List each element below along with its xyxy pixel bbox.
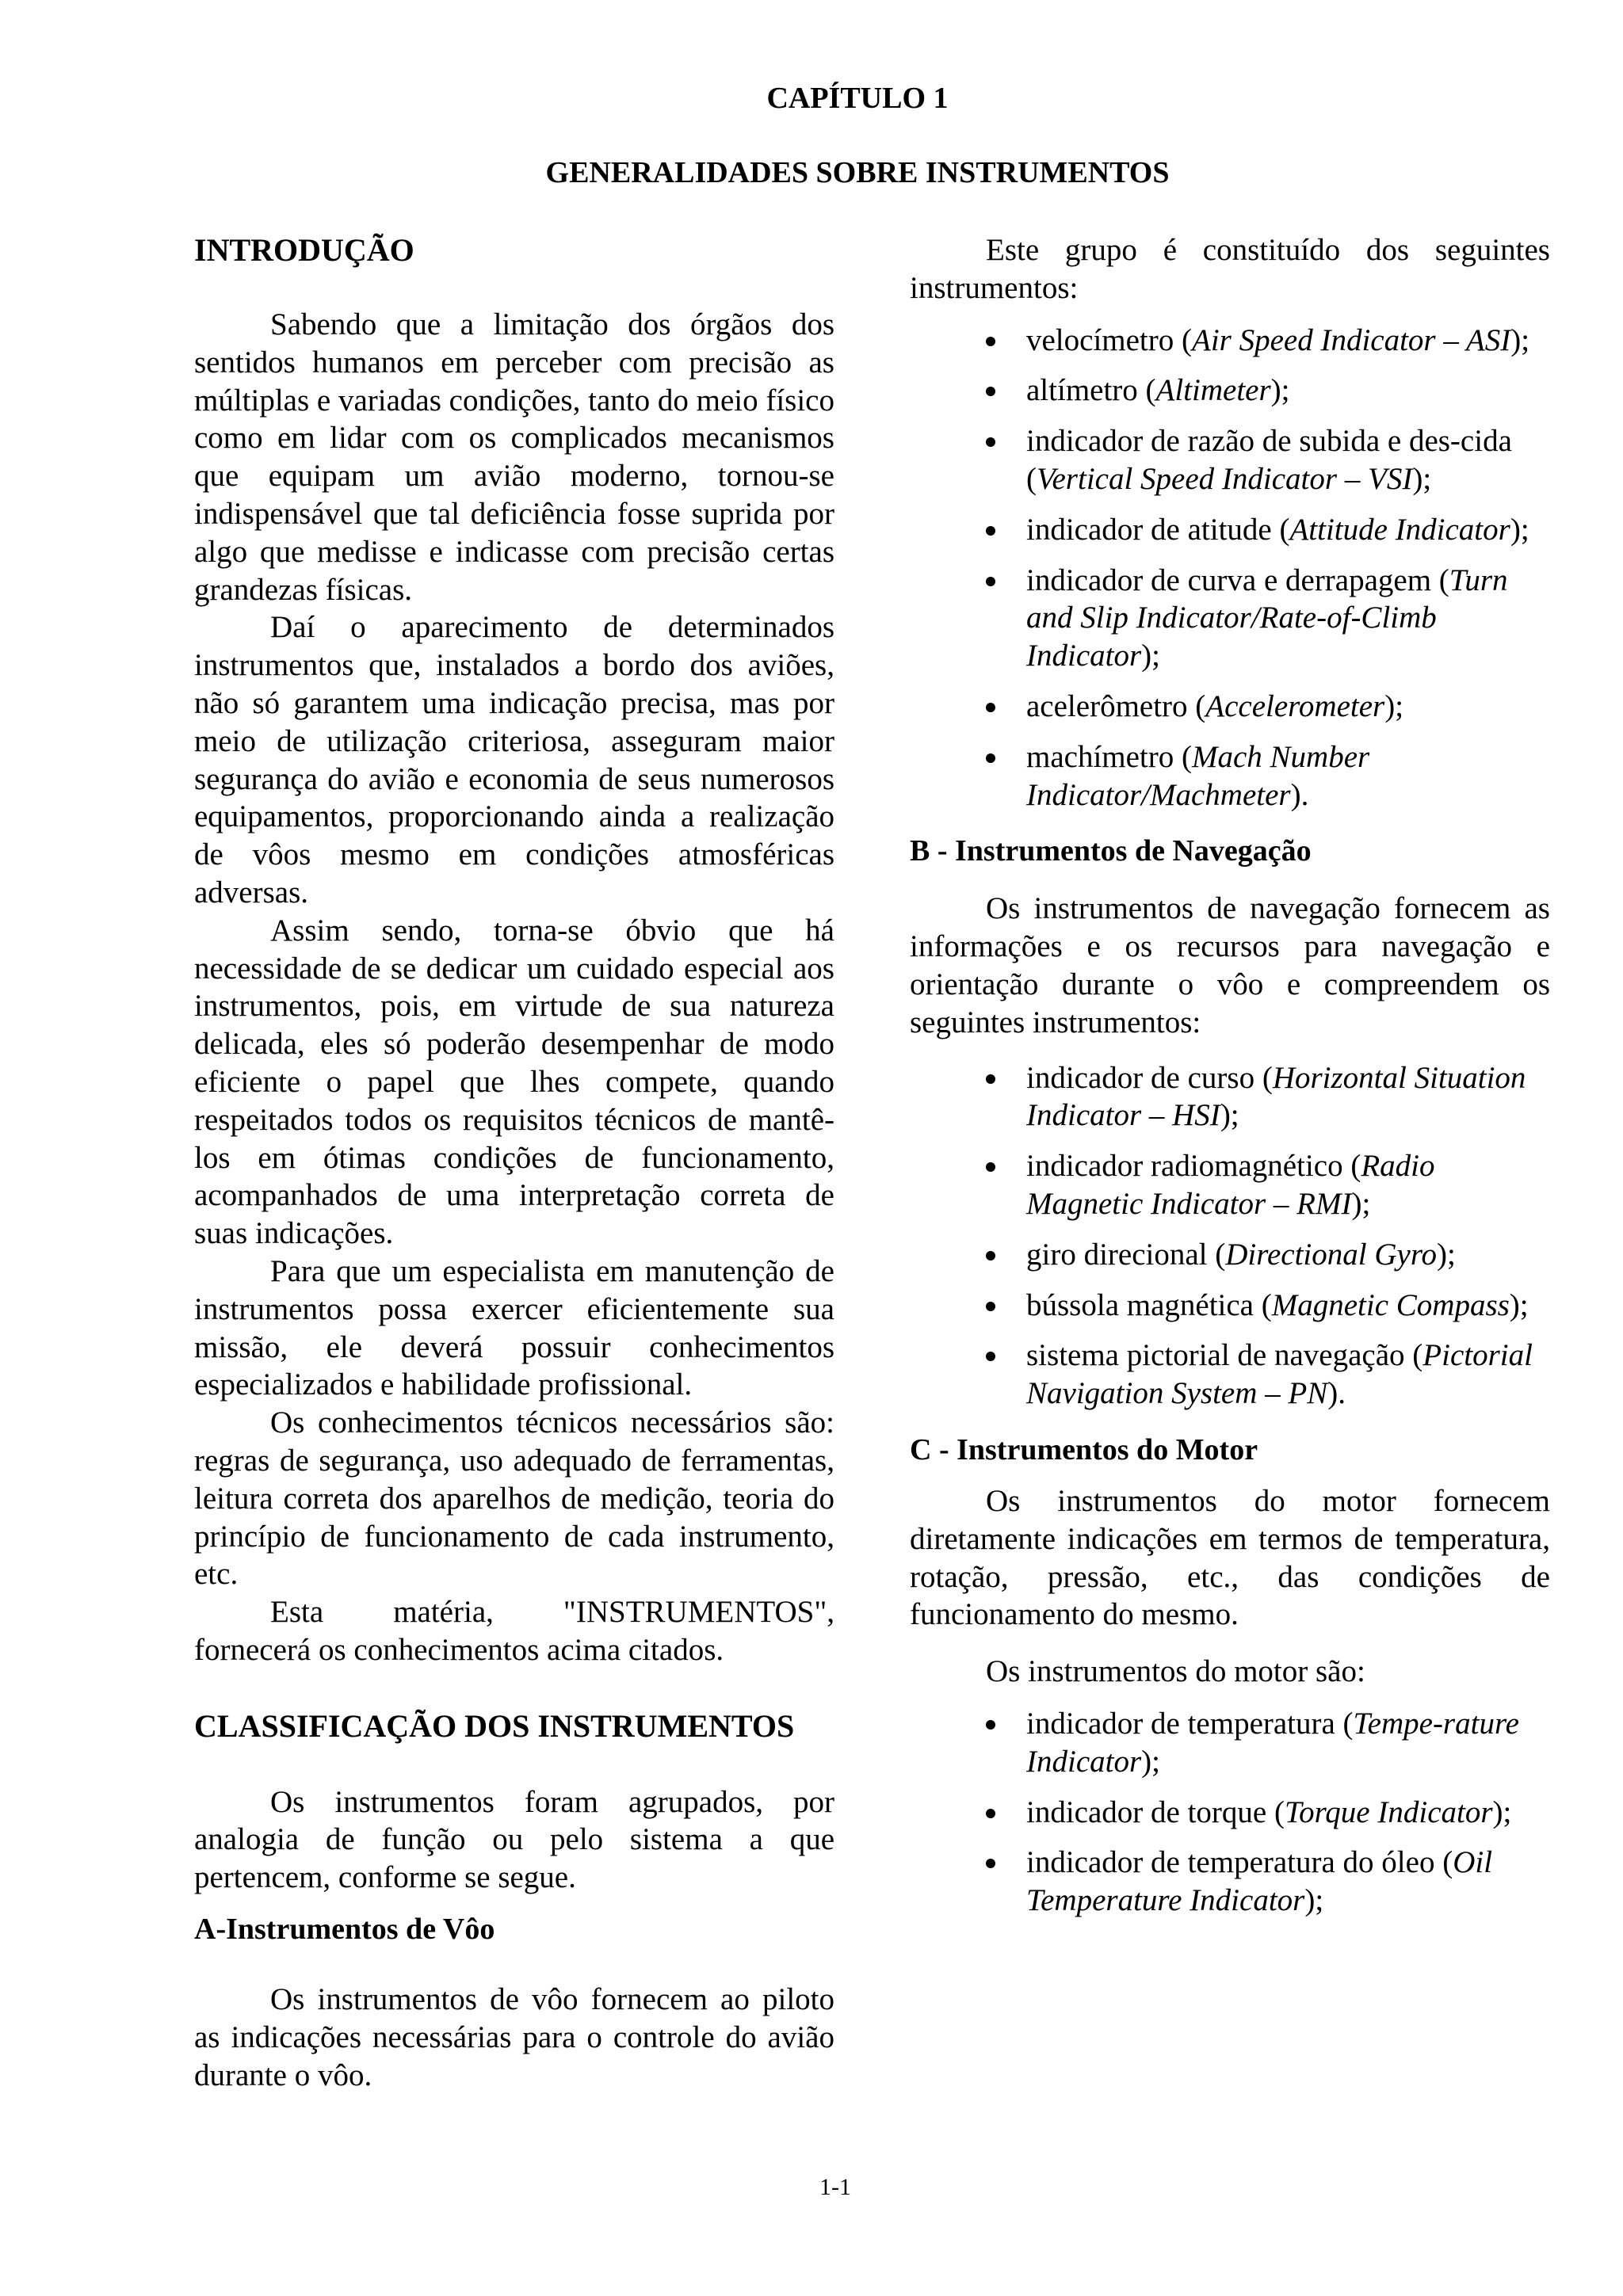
list-item: indicador de torque (Torque Indicator);: [910, 1794, 1550, 1832]
classification-heading: CLASSIFICAÇÃO DOS INSTRUMENTOS: [194, 1707, 795, 1744]
list-item: indicador radiomagnético (Radio Magnetic Indicator – RMI);: [910, 1147, 1550, 1223]
right-column: [910, 231, 1550, 1932]
list-item: indicador de curva e derrapagem (Turn and Slip Indicator/Rate-of-Climb Indicator);: [910, 562, 1550, 675]
engine-instruments-list: [910, 1705, 1550, 1920]
intro-heading: INTRODUÇÃO: [194, 232, 414, 268]
flight-instruments-heading: A-Instrumentos de Vôo: [194, 1913, 495, 1947]
classification-paragraph: Os instrumentos foram agrupados, por analogia de função ou pelo sistema a que pertencem, conforme se segue.: [194, 1784, 834, 1895]
intro-paragraph: Esta matéria, "INSTRUMENTOS", fornecerá os conhecimentos acima citados.: [194, 1595, 834, 1667]
bullet-icon: [986, 437, 995, 447]
bullet-icon: [986, 526, 995, 536]
engine-instruments-heading: C - Instrumentos do Motor: [910, 1432, 1258, 1466]
bullet-icon: [986, 1809, 995, 1818]
list-item: indicador de razão de subida e des-cida (Vertical Speed Indicator – VSI);: [910, 422, 1550, 498]
list-item: giro direcional (Directional Gyro);: [910, 1236, 1550, 1274]
bullet-icon: [986, 1251, 995, 1261]
bullet-icon: [986, 1162, 995, 1172]
intro-paragraph: Sabendo que a limitação dos órgãos dos sentidos humanos em perceber com precisão as múltiplas e variadas condições, tanto do meio físico como em lidar com os complicados mecanismos que equipam um avião moderno, tornou-se indispensável que tal deficiência fosse suprida por algo que medisse e indicasse com precisão certas grandezas físicas.: [194, 307, 834, 607]
engine-paragraph: Os instrumentos do motor fornecem diretamente indicações em termos de temperatura, rotação, pressão, etc., das condições de funcionamento do mesmo.: [910, 1483, 1550, 1632]
engine-intro: Os instrumentos do motor são:: [986, 1654, 1365, 1689]
list-item: indicador de temperatura (Tempe-rature Indicator);: [910, 1705, 1550, 1781]
bullet-icon: [986, 387, 995, 396]
flight-instruments-paragraph: Os instrumentos de vôo fornecem ao piloto as indicações necessárias para o controle do avião durante o vôo.: [194, 1982, 834, 2092]
intro-paragraph: Para que um especialista em manutenção de instrumentos possa exercer eficientemente sua missão, ele deverá possuir conhecimentos especializados e habilidade profissional.: [194, 1253, 834, 1402]
navigation-instruments-heading: B - Instrumentos de Navegação: [910, 834, 1312, 868]
list-item: bússola magnética (Magnetic Compass);: [910, 1287, 1550, 1325]
left-column: [194, 231, 834, 2094]
list-item: indicador de atitude (Attitude Indicator);: [910, 511, 1550, 549]
bullet-icon: [986, 1352, 995, 1361]
list-item: altímetro (Altimeter);: [910, 372, 1550, 410]
bullet-icon: [986, 1859, 995, 1868]
list-item: machímetro (Mach Number Indicator/Machmeter).: [910, 738, 1550, 814]
navigation-paragraph: Os instrumentos de navegação fornecem as informações e os recursos para navegação e orientação durante o vôo e compreendem os seguintes instrumentos:: [910, 891, 1550, 1039]
chapter-title: GENERALIDADES SOBRE INSTRUMENTOS: [545, 156, 1170, 189]
list-item: indicador de temperatura do óleo (Oil Temperature Indicator);: [910, 1844, 1550, 1920]
list-item: sistema pictorial de navegação (Pictorial Navigation System – PN).: [910, 1337, 1550, 1413]
page-number: 1-1: [819, 2174, 851, 2200]
flight-instruments-list: [910, 322, 1550, 814]
group-intro-paragraph: Este grupo é constituído dos seguintes instrumentos:: [910, 233, 1550, 305]
bullet-icon: [986, 1074, 995, 1084]
bullet-icon: [986, 753, 995, 763]
navigation-instruments-list: [910, 1059, 1550, 1413]
bullet-icon: [986, 337, 995, 346]
bullet-icon: [986, 703, 995, 712]
intro-paragraph: Os conhecimentos técnicos necessários são: regras de segurança, uso adequado de ferramentas, leitura correta dos aparelhos de medição, teoria do princípio de funcionamento de cada instrumento, etc.: [194, 1405, 834, 1592]
bullet-icon: [986, 577, 995, 586]
list-item: acelerômetro (Accelerometer);: [910, 688, 1550, 726]
bullet-icon: [986, 1302, 995, 1311]
list-item: indicador de curso (Horizontal Situation Indicator – HSI);: [910, 1059, 1550, 1135]
chapter-number: CAPÍTULO 1: [766, 82, 949, 115]
bullet-icon: [986, 1720, 995, 1730]
intro-paragraph: Assim sendo, torna-se óbvio que há necessidade de se dedicar um cuidado especial aos instrumentos, pois, em virtude de sua natureza delicada, eles só poderão desempenhar de modo eficiente o papel que lhes compete, quando respeitados todos os requisitos técnicos de mantê-los em ótimas condições de funcionamento, acompanhados de uma interpretação correta de suas indicações.: [194, 913, 834, 1251]
intro-paragraph: Daí o aparecimento de determinados instrumentos que, instalados a bordo dos aviões, não só garantem uma indicação precisa, mas por meio de utilização criteriosa, asseguram maior segurança do avião e economia de seus numerosos equipamentos, proporcionando ainda a realização de vôos mesmo em condições atmosféricas adversas.: [194, 610, 834, 910]
list-item: velocímetro (Air Speed Indicator – ASI);: [910, 322, 1550, 360]
